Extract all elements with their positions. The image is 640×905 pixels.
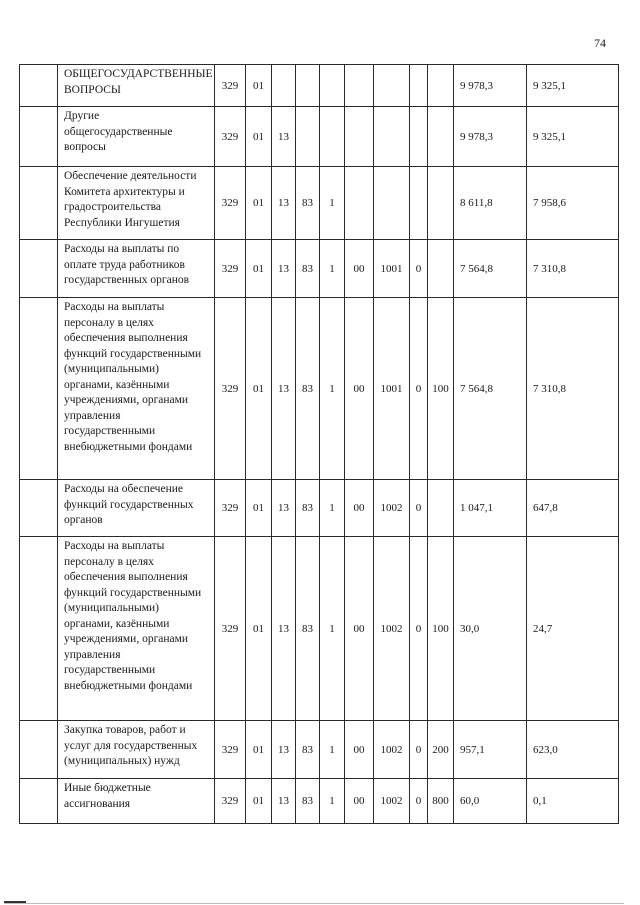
table-row <box>20 107 619 167</box>
cell-item-name: Расходы на выплаты персоналу в целях обеспечения выполнения функций государственными (муниципальными) органами, казёнными учреждениями, органами управления государственными внебюджетными фондами <box>58 298 215 480</box>
cell-event-group <box>345 65 374 107</box>
cell-admin-code: 329 <box>215 537 246 721</box>
cell-event: 1001 <box>374 240 410 298</box>
cell-row-number <box>20 107 58 167</box>
cell-event-group: 00 <box>345 480 374 537</box>
cell-row-number <box>20 721 58 779</box>
cell-section: 01 <box>246 65 272 107</box>
cell-item-name: Закупка товаров, работ и услуг для государственных (муниципальных) нужд <box>58 721 215 779</box>
cell-amount-executed: 9 325,1 <box>527 65 619 107</box>
cell-expense-type <box>428 107 454 167</box>
cell-row-number <box>20 537 58 721</box>
table-row <box>20 537 619 721</box>
cell-subsection: 13 <box>272 167 296 240</box>
cell-direction: 0 <box>410 537 428 721</box>
scan-edge-mark <box>0 899 640 905</box>
cell-event-group <box>345 107 374 167</box>
cell-subprogram: 1 <box>320 721 345 779</box>
cell-event-group: 00 <box>345 779 374 824</box>
budget-table <box>19 64 619 824</box>
cell-admin-code: 329 <box>215 107 246 167</box>
cell-expense-type <box>428 167 454 240</box>
cell-program: 83 <box>296 537 320 721</box>
cell-subprogram <box>320 107 345 167</box>
cell-admin-code: 329 <box>215 65 246 107</box>
cell-direction <box>410 65 428 107</box>
cell-admin-code: 329 <box>215 480 246 537</box>
cell-expense-type <box>428 240 454 298</box>
cell-expense-type: 200 <box>428 721 454 779</box>
cell-event: 1002 <box>374 779 410 824</box>
cell-amount-planned: 1 047,1 <box>454 480 527 537</box>
cell-subsection: 13 <box>272 480 296 537</box>
cell-row-number <box>20 480 58 537</box>
cell-event: 1002 <box>374 721 410 779</box>
cell-direction: 0 <box>410 721 428 779</box>
cell-subprogram: 1 <box>320 537 345 721</box>
cell-subsection: 13 <box>272 240 296 298</box>
cell-amount-executed: 623,0 <box>527 721 619 779</box>
cell-subsection <box>272 65 296 107</box>
cell-row-number <box>20 779 58 824</box>
cell-program <box>296 65 320 107</box>
cell-row-number <box>20 298 58 480</box>
cell-section: 01 <box>246 107 272 167</box>
cell-subsection: 13 <box>272 721 296 779</box>
cell-program: 83 <box>296 298 320 480</box>
cell-row-number <box>20 240 58 298</box>
cell-section: 01 <box>246 167 272 240</box>
cell-amount-planned: 9 978,3 <box>454 107 527 167</box>
cell-admin-code: 329 <box>215 721 246 779</box>
cell-admin-code: 329 <box>215 240 246 298</box>
cell-admin-code: 329 <box>215 779 246 824</box>
cell-section: 01 <box>246 779 272 824</box>
cell-amount-planned: 8 611,8 <box>454 167 527 240</box>
cell-section: 01 <box>246 480 272 537</box>
cell-expense-type <box>428 480 454 537</box>
cell-program <box>296 107 320 167</box>
cell-program: 83 <box>296 167 320 240</box>
cell-item-name: Обеспечение деятельности Комитета архитектуры и градостроительства Республики Ингушетия <box>58 167 215 240</box>
cell-program: 83 <box>296 480 320 537</box>
cell-event <box>374 65 410 107</box>
cell-event: 1002 <box>374 480 410 537</box>
cell-subprogram: 1 <box>320 240 345 298</box>
table-row <box>20 480 619 537</box>
cell-subsection: 13 <box>272 298 296 480</box>
cell-subprogram: 1 <box>320 167 345 240</box>
cell-expense-type: 100 <box>428 298 454 480</box>
cell-amount-executed: 24,7 <box>527 537 619 721</box>
cell-expense-type: 800 <box>428 779 454 824</box>
cell-amount-executed: 7 958,6 <box>527 167 619 240</box>
cell-event <box>374 107 410 167</box>
cell-amount-executed: 9 325,1 <box>527 107 619 167</box>
cell-amount-executed: 647,8 <box>527 480 619 537</box>
cell-row-number <box>20 65 58 107</box>
cell-amount-planned: 30,0 <box>454 537 527 721</box>
cell-direction: 0 <box>410 298 428 480</box>
cell-section: 01 <box>246 537 272 721</box>
cell-subprogram: 1 <box>320 779 345 824</box>
table-row <box>20 779 619 824</box>
cell-program: 83 <box>296 240 320 298</box>
cell-program: 83 <box>296 721 320 779</box>
cell-amount-planned: 957,1 <box>454 721 527 779</box>
page-number: 74 <box>594 36 606 50</box>
cell-item-name: Другие общегосударственные вопросы <box>58 107 215 167</box>
cell-subprogram: 1 <box>320 480 345 537</box>
cell-admin-code: 329 <box>215 298 246 480</box>
cell-amount-executed: 0,1 <box>527 779 619 824</box>
cell-amount-executed: 7 310,8 <box>527 240 619 298</box>
budget-table-body <box>20 65 619 824</box>
cell-subsection: 13 <box>272 537 296 721</box>
cell-amount-executed: 7 310,8 <box>527 298 619 480</box>
table-row <box>20 298 619 480</box>
cell-section: 01 <box>246 240 272 298</box>
cell-event-group: 00 <box>345 537 374 721</box>
cell-item-name: Расходы на обеспечение функций государственных органов <box>58 480 215 537</box>
cell-event-group <box>345 167 374 240</box>
cell-direction <box>410 167 428 240</box>
cell-direction: 0 <box>410 240 428 298</box>
cell-section: 01 <box>246 721 272 779</box>
cell-event-group: 00 <box>345 240 374 298</box>
cell-subsection: 13 <box>272 779 296 824</box>
table-row <box>20 65 619 107</box>
table-row <box>20 167 619 240</box>
cell-subsection: 13 <box>272 107 296 167</box>
cell-direction <box>410 107 428 167</box>
cell-expense-type <box>428 65 454 107</box>
cell-expense-type: 100 <box>428 537 454 721</box>
cell-amount-planned: 60,0 <box>454 779 527 824</box>
cell-program: 83 <box>296 779 320 824</box>
cell-item-name: Расходы на выплаты персоналу в целях обеспечения выполнения функций государственными (муниципальными) органами, казёнными учреждениями, органами управления государственными внебюджетными фондами <box>58 537 215 721</box>
cell-event-group: 00 <box>345 721 374 779</box>
cell-subprogram: 1 <box>320 298 345 480</box>
cell-item-name: Иные бюджетные ассигнования <box>58 779 215 824</box>
cell-subprogram <box>320 65 345 107</box>
cell-direction: 0 <box>410 779 428 824</box>
cell-amount-planned: 9 978,3 <box>454 65 527 107</box>
cell-item-name: ОБЩЕГОСУДАРСТВЕННЫЕ ВОПРОСЫ <box>58 65 215 107</box>
cell-section: 01 <box>246 298 272 480</box>
cell-event: 1002 <box>374 537 410 721</box>
table-row <box>20 721 619 779</box>
cell-amount-planned: 7 564,8 <box>454 240 527 298</box>
cell-item-name: Расходы на выплаты по оплате труда работников государственных органов <box>58 240 215 298</box>
cell-admin-code: 329 <box>215 167 246 240</box>
table-row <box>20 240 619 298</box>
cell-direction: 0 <box>410 480 428 537</box>
cell-row-number <box>20 167 58 240</box>
cell-event: 1001 <box>374 298 410 480</box>
cell-event-group: 00 <box>345 298 374 480</box>
cell-amount-planned: 7 564,8 <box>454 298 527 480</box>
cell-event <box>374 167 410 240</box>
